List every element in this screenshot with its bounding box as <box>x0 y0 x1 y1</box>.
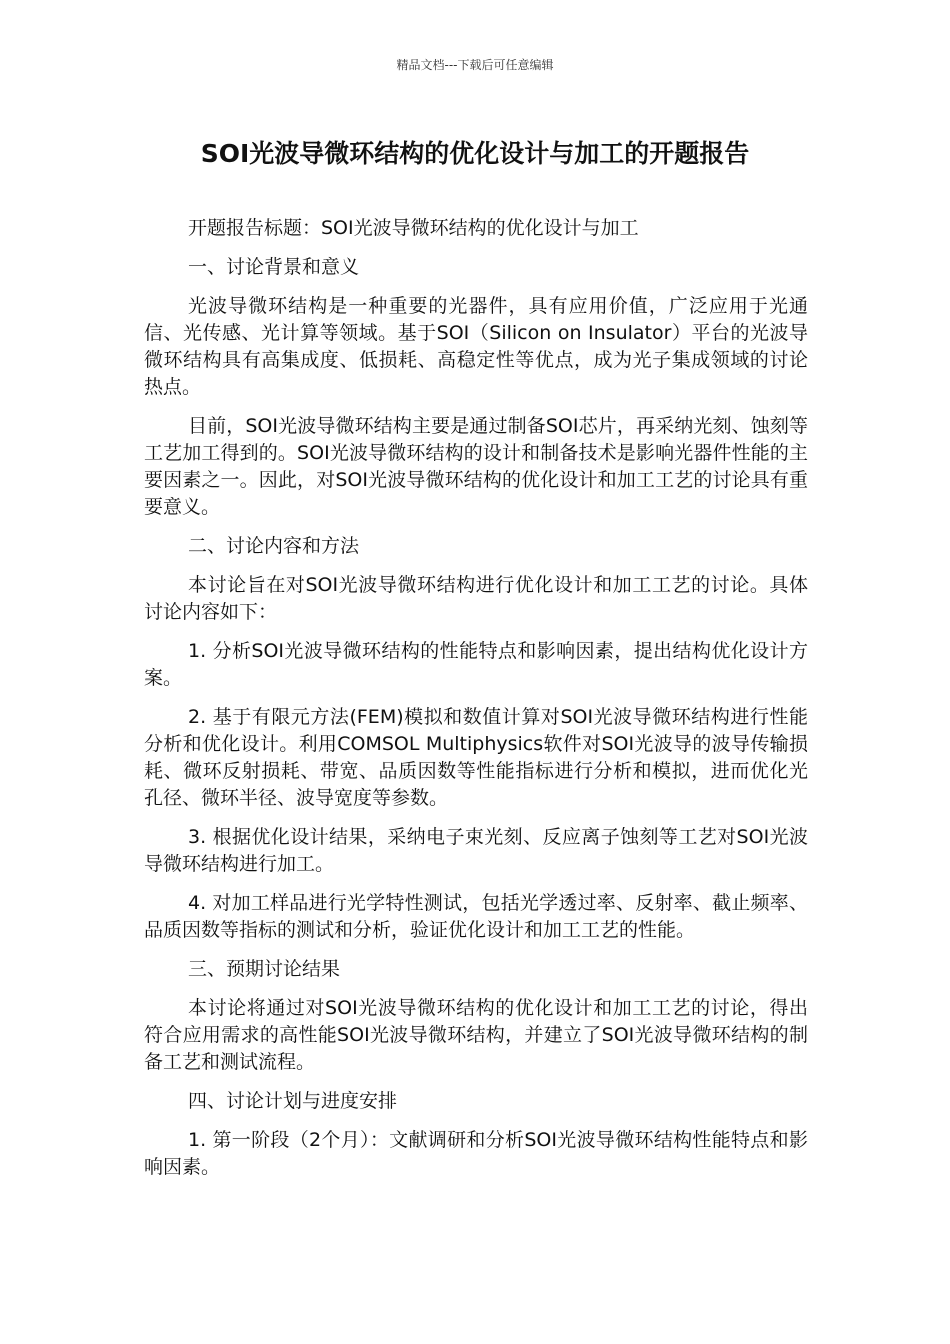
section-heading-content-methods: 二、讨论内容和方法 <box>188 535 360 557</box>
paragraph-expected-results: 本讨论将通过对SOI光波导微环结构的优化设计和加工工艺的讨论，得出符合应用需求的高性能SOI光波导微环结构，并建立了SOI光波导微环结构的制备工艺和测试流程。 <box>144 997 808 1073</box>
list-item-content-4: 4. 对加工样品进行光学特性测试，包括光学透过率、反射率、截止频率、品质因数等指标的测试和分析，验证优化设计和加工工艺的性能。 <box>144 892 808 941</box>
section-heading-plan: 四、讨论计划与进度安排 <box>188 1090 398 1112</box>
header-note: 精品文档---下载后可任意编辑 <box>396 58 554 72</box>
report-title-line: 开题报告标题：SOI光波导微环结构的优化设计与加工 <box>188 217 639 239</box>
list-item-content-2: 2. 基于有限元方法(FEM)模拟和数值计算对SOI光波导微环结构进行性能分析和优化设计。利用COMSOL Multiphysics软件对SOI光波导的波导传输损耗、微环反射损耗、带宽、品质因数等性能指标进行分析和模拟，进而优化光孔径、微环半径、波导宽度等参数。 <box>144 706 808 809</box>
document-body <box>144 215 808 1193</box>
paragraph-content-intro: 本讨论旨在对SOI光波导微环结构进行优化设计和加工工艺的讨论。具体讨论内容如下： <box>144 574 808 623</box>
section-heading-expected-results: 三、预期讨论结果 <box>188 958 341 980</box>
document-title: SOI光波导微环结构的优化设计与加工的开题报告 <box>200 139 750 168</box>
list-item-content-1: 1. 分析SOI光波导微环结构的性能特点和影响因素，提出结构优化设计方案。 <box>144 640 808 689</box>
paragraph-background-1: 光波导微环结构是一种重要的光器件，具有应用价值，广泛应用于光通信、光传感、光计算等领域。基于SOI（Silicon on Insulator）平台的光波导微环结构具有高集成度、低损耗、高稳定性等优点，成为光子集成领域的讨论热点。 <box>144 295 808 398</box>
section-heading-background: 一、讨论背景和意义 <box>188 256 360 278</box>
paragraph-background-2: 目前，SOI光波导微环结构主要是通过制备SOI芯片，再采纳光刻、蚀刻等工艺加工得到的。SOI光波导微环结构的设计和制备技术是影响光器件性能的主要因素之一。因此，对SOI光波导微环结构的优化设计和加工工艺的讨论具有重要意义。 <box>144 415 808 518</box>
list-item-content-3: 3. 根据优化设计结果，采纳电子束光刻、反应离子蚀刻等工艺对SOI光波导微环结构进行加工。 <box>144 826 808 875</box>
list-item-plan-1: 1. 第一阶段（2个月）：文献调研和分析SOI光波导微环结构性能特点和影响因素。 <box>144 1129 808 1178</box>
